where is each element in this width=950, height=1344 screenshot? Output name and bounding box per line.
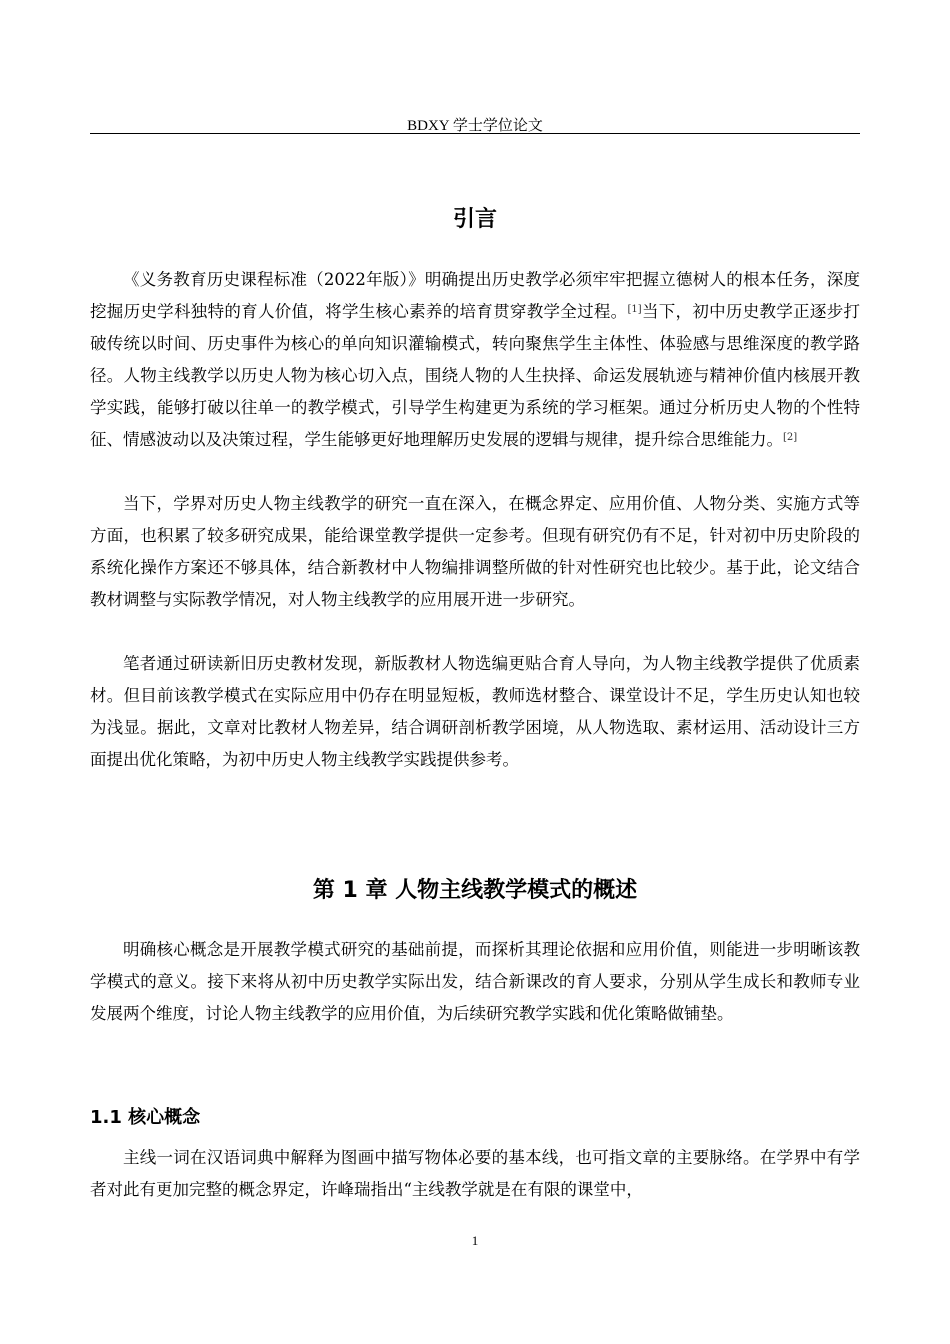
page-number: 1 <box>471 1233 479 1248</box>
intro-paragraph-1-part-b: 当下，初中历史教学正逐步打破传统以时间、历史事件为核心的单向知识灌输模式，转向聚焦学生主体性、体验感与思维深度的教学路径。人物主线教学以历史人物为核心切入点，围绕人物的人生抉择、命运发展轨迹与精神价值内核展开教学实践，能够打破以往单一的教学模式，引导学生构建更为系统的学习框架。通过分析历史人物的个性特征、情感波动以及决策过程，学生能够更好地理解历史发展的逻辑与规律，提升综合思维能力。 <box>90 302 861 449</box>
section-1-1-title: 1.1 核心概念 <box>90 1107 201 1128</box>
citation-1: [1] <box>627 304 642 315</box>
page-header: BDXY 学士学位论文 <box>407 118 543 134</box>
intro-title: 引言 <box>452 207 497 232</box>
header-divider <box>90 133 860 134</box>
intro-paragraph-2: 当下，学界对历史人物主线教学的研究一直在深入，在概念界定、应用价值、人物分类、实施方式等方面，也积累了较多研究成果，能给课堂教学提供一定参考。但现有研究仍有不足，针对初中历史阶段的系统化操作方案还不够具体，结合新教材中人物编排调整所做的针对性研究也比较少。基于此，论文结合教材调整与实际教学情况，对人物主线教学的应用展开进一步研究。 <box>90 494 860 609</box>
chapter-1-paragraph-1: 明确核心概念是开展教学模式研究的基础前提，而探析其理论依据和应用价值，则能进一步明晰该教学模式的意义。接下来将从初中历史教学实际出发，结合新课改的育人要求，分别从学生成长和教师专业发展两个维度，讨论人物主线教学的应用价值，为后续研究教学实践和优化策略做铺垫。 <box>90 940 860 1023</box>
section-1-1-paragraph-1: 主线一词在汉语词典中解释为图画中描写物体必要的基本线，也可指文章的主要脉络。在学界中有学者对此有更加完整的概念界定，许峰瑞指出“主线教学就是在有限的课堂中， <box>90 1148 860 1199</box>
intro-paragraph-1 <box>90 264 860 456</box>
intro-paragraph-3: 笔者通过研读新旧历史教材发现，新版教材人物选编更贴合育人导向，为人物主线教学提供了优质素材。但目前该教学模式在实际应用中仍存在明显短板，教师选材整合、课堂设计不足，学生历史认知也较为浅显。据此，文章对比教材人物差异，结合调研剖析教学困境，从人物选取、素材运用、活动设计三方面提出优化策略，为初中历史人物主线教学实践提供参考。 <box>90 654 860 769</box>
chapter-1-title: 第 1 章 人物主线教学模式的概述 <box>312 878 638 903</box>
citation-2: [2] <box>783 432 798 443</box>
intro-paragraph-1-part-a: 《义务教育历史课程标准（2022年版）》明确提出历史教学必须牢牢把握立德树人的根本任务，深度挖掘历史学科独特的育人价值，将学生核心素养的培育贯穿教学全过程。 <box>90 270 860 321</box>
